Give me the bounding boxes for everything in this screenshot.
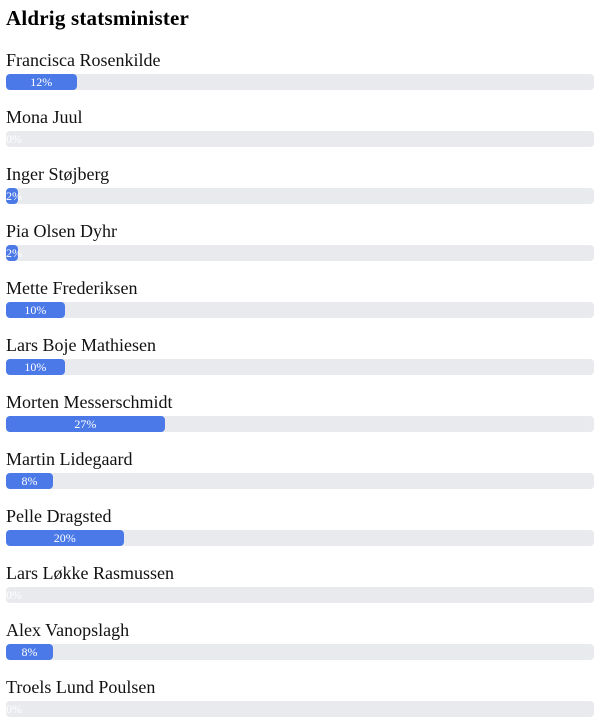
candidate-name: Inger Støjberg xyxy=(6,164,110,184)
bar-value-label: 10% xyxy=(24,303,47,317)
bar-track xyxy=(6,473,594,489)
candidate-name: Lars Boje Mathiesen xyxy=(6,335,156,355)
bar-track xyxy=(6,302,594,318)
bar-fill xyxy=(6,473,53,489)
candidate-name: Pia Olsen Dyhr xyxy=(6,221,117,241)
bar-fill xyxy=(6,302,65,318)
bar-fill xyxy=(6,530,124,546)
bar-track xyxy=(6,245,594,261)
bar-track xyxy=(6,359,594,375)
candidate-name: Mona Juul xyxy=(6,107,83,127)
poll-chart xyxy=(6,6,594,717)
poll-row xyxy=(6,278,594,318)
poll-row xyxy=(6,335,594,375)
bar-fill xyxy=(6,74,77,90)
bar-value-label: 8% xyxy=(21,645,38,659)
bar-value-label: 0% xyxy=(6,702,22,716)
poll-row xyxy=(6,221,594,261)
poll-row xyxy=(6,449,594,489)
bar-track xyxy=(6,530,594,546)
chart-title: Aldrig statsminister xyxy=(6,6,190,30)
candidate-name: Pelle Dragsted xyxy=(6,506,112,526)
bar-track xyxy=(6,188,594,204)
bar-value-label: 0% xyxy=(6,132,22,146)
bar-value-label: 8% xyxy=(21,474,38,488)
bar-fill xyxy=(6,359,65,375)
bar-value-label: 2% xyxy=(6,246,22,260)
candidate-name: Francisca Rosenkilde xyxy=(6,50,161,70)
bar-value-label: 27% xyxy=(74,417,97,431)
bar-track xyxy=(6,416,594,432)
poll-row xyxy=(6,563,594,603)
poll-row xyxy=(6,164,594,204)
bar-fill xyxy=(6,188,22,204)
bar-track xyxy=(6,701,594,717)
bar-track xyxy=(6,587,594,603)
poll-row xyxy=(6,392,594,432)
candidate-name: Alex Vanopslagh xyxy=(6,620,130,640)
poll-row xyxy=(6,620,594,660)
bar-value-label: 12% xyxy=(30,75,53,89)
poll-row xyxy=(6,107,594,147)
bar-track xyxy=(6,74,594,90)
bar-track xyxy=(6,131,594,147)
bar-value-label: 0% xyxy=(6,588,22,602)
candidate-name: Lars Løkke Rasmussen xyxy=(6,563,174,583)
poll-row xyxy=(6,677,594,717)
candidate-name: Mette Frederiksen xyxy=(6,278,138,298)
poll-row xyxy=(6,50,594,90)
bar-track xyxy=(6,644,594,660)
bar-fill xyxy=(6,245,22,261)
bar-fill xyxy=(6,644,53,660)
candidate-name: Troels Lund Poulsen xyxy=(6,677,156,697)
bar-value-label: 10% xyxy=(24,360,47,374)
candidate-name: Martin Lidegaard xyxy=(6,449,133,469)
bar-value-label: 20% xyxy=(53,531,76,545)
poll-rows xyxy=(6,50,594,717)
bar-fill xyxy=(6,416,165,432)
candidate-name: Morten Messerschmidt xyxy=(6,392,173,412)
poll-row xyxy=(6,506,594,546)
bar-value-label: 2% xyxy=(6,189,22,203)
